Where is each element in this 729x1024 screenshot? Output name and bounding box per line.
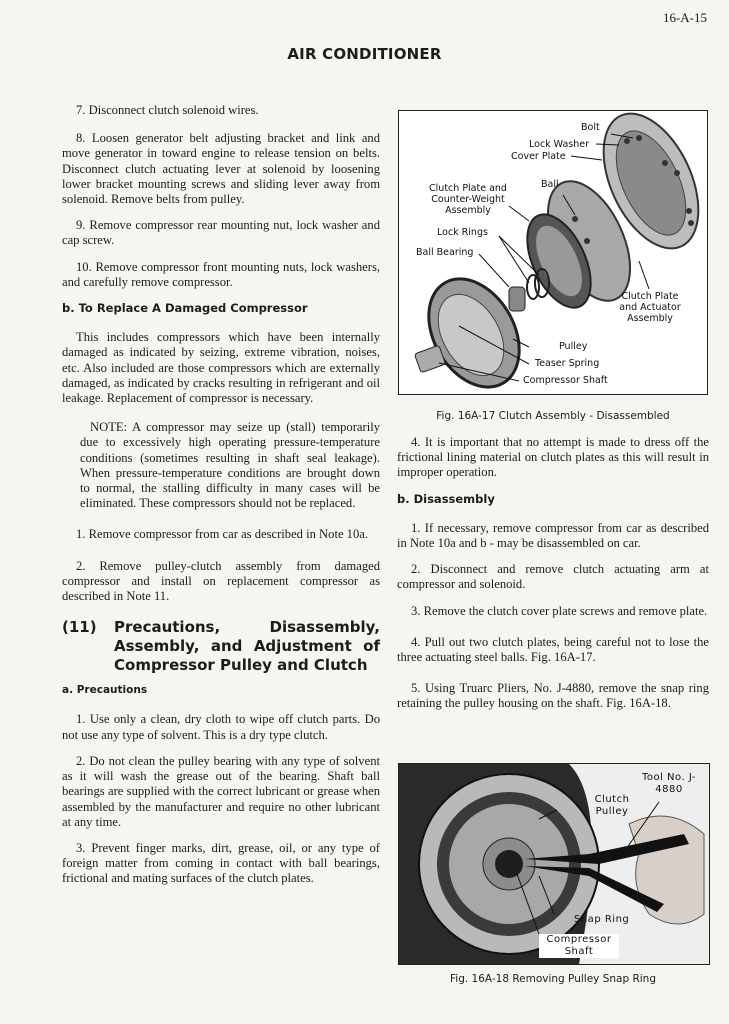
label-clutch-plate-actuator: Clutch Plate and Actuator Assembly	[619, 291, 681, 324]
page-title: AIR CONDITIONER	[287, 45, 442, 63]
disassembly-step-2: 2. Disconnect and remove clutch actuating arm at compressor and solenoid.	[397, 562, 709, 592]
label-clutch-pulley: Clutch Pulley	[594, 794, 630, 817]
disassembly-heading: b. Disassembly	[397, 491, 495, 506]
step-10: 10. Remove compressor front mounting nuts, lock washers, and carefully remove compressor.	[62, 259, 380, 289]
figure-removing-snap-ring	[398, 763, 710, 965]
section-heading	[62, 618, 380, 675]
note-paragraph: NOTE: A compressor may seize up (stall) temporarily due to excessively high operating pressure-temperature conditions (sometimes resulting in shaft seal leakage). When pressure-temperature conditions are brought down to normal, the stalling difficulty in many cases will be eliminated. These compressors should not be replaced.	[80, 420, 380, 511]
figure-caption-16a-18: Fig. 16A-18 Removing Pulley Snap Ring	[450, 973, 656, 985]
label-snap-ring: Snap Ring	[574, 914, 630, 925]
label-bolt: Bolt	[581, 122, 600, 133]
step-7: 7. Disconnect clutch solenoid wires.	[76, 103, 259, 117]
section-title: Precautions, Disassembly, Assembly, and Adjustment of Compressor Pulley and Clutch	[114, 618, 380, 675]
step-9: 9. Remove compressor rear mounting nut, lock washer and cap screw.	[62, 218, 380, 248]
label-ball-bearing: Ball Bearing	[416, 247, 474, 258]
label-compressor-shaft: Compressor Shaft	[523, 375, 608, 386]
label-clutch-plate-counterweight: Clutch Plate and Counter-Weight Assembly	[429, 183, 507, 216]
replace-step-1: 1. Remove compressor from car as described in Note 10a.	[76, 527, 369, 542]
right-column	[397, 435, 709, 723]
precaution-1: 1. Use only a clean, dry cloth to wipe off clutch parts. Do not use any type of solvent. This is a dry type clutch.	[62, 712, 380, 742]
precaution-3: 3. Prevent finger marks, dirt, grease, oil, or any type of foreign matter from coming in contact with ball bearings, frictional and mating surfaces of the clutch plates.	[62, 840, 380, 886]
section-number: (11)	[62, 618, 97, 637]
label-ball: Ball	[541, 179, 559, 190]
label-compressor-shaft: Compressor Shaft	[539, 934, 619, 958]
disassembly-step-4: 4. Pull out two clutch plates, being careful not to lose the three actuating steel balls. Fig. 16A-17.	[397, 634, 709, 665]
step-8: 8. Loosen generator belt adjusting bracket and link and move generator in toward engine to release tension on belts. Disconnect clutch actuating lever at solenoid by loosening lower bracket mounting screws and sliding lever away from solenoid. Remove belts from pulley.	[62, 131, 380, 207]
precaution-2: 2. Do not clean the pulley bearing with any type of solvent as it will wash the grease out of the bearing. Shaft ball bearings are supplied with the correct lubricant or grease when assembled by the manufacturer and require no other lubricant at any time.	[62, 753, 380, 829]
replace-intro: This includes compressors which have been internally damaged as indicated by seizing, extreme vibration, noises, etc. Also included are those compressors which are externally damaged, as indicated by cracks resulting in refrigerant and oil leakage. Replacement of compressor is necessary.	[62, 330, 380, 406]
disassembly-step-1: 1. If necessary, remove compressor from car as described in Note 10a and b - may be disassembled on car.	[397, 520, 709, 551]
precautions-heading: a. Precautions	[62, 684, 148, 697]
replace-step-2: 2. Remove pulley-clutch assembly from damaged compressor and install on replacement compressor as described in Note 11.	[62, 558, 380, 604]
page-number: 16-A-15	[662, 10, 707, 25]
disassembly-step-5: 5. Using Truarc Pliers, No. J-4880, remove the snap ring retaining the pulley housing on the shaft. Fig. 16A-18.	[397, 681, 709, 711]
figure-caption-16a-17: Fig. 16A-17 Clutch Assembly - Disassembled	[436, 410, 670, 422]
label-teaser-spring: Teaser Spring	[535, 358, 600, 369]
replace-heading: b. To Replace A Damaged Compressor	[62, 301, 308, 316]
disassembly-step-3: 3. Remove the clutch cover plate screws and remove plate.	[411, 603, 708, 618]
left-column	[62, 103, 380, 898]
precaution-4: 4. It is important that no attempt is made to dress off the frictional lining material on clutch plates as this will result in improper operation.	[397, 435, 709, 480]
label-tool-no: Tool No. J-4880	[641, 772, 697, 795]
label-pulley: Pulley	[559, 341, 588, 352]
label-lock-rings: Lock Rings	[437, 227, 488, 238]
figure-clutch-assembly	[398, 110, 708, 395]
label-lock-washer: Lock Washer	[529, 139, 590, 150]
label-cover-plate: Cover Plate	[511, 151, 566, 162]
